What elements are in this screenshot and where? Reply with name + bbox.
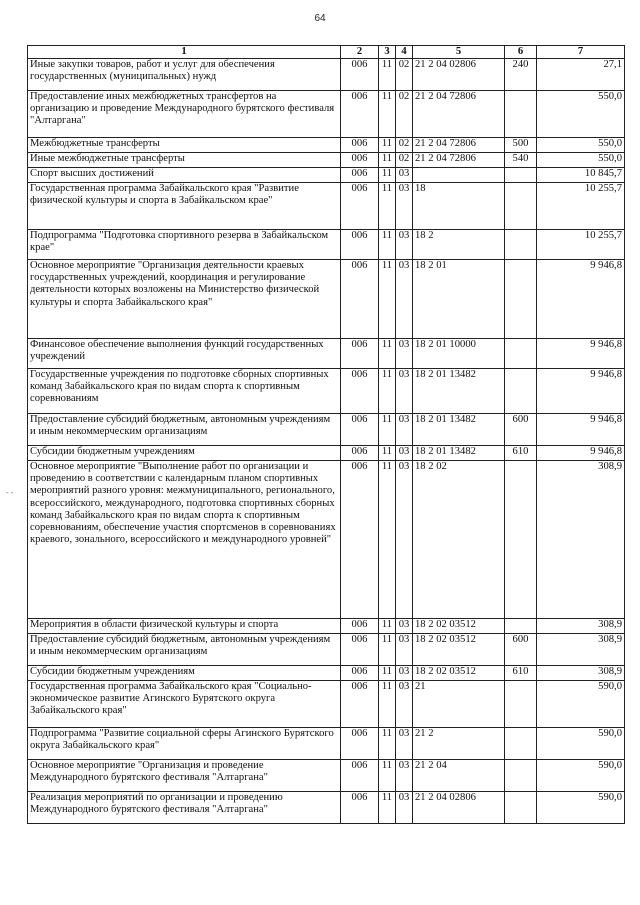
row-section: 11 bbox=[379, 619, 396, 634]
row-target-code: 18 2 01 13482 bbox=[413, 414, 505, 446]
row-ministry-code: 006 bbox=[341, 666, 379, 681]
row-subsection: 03 bbox=[396, 339, 413, 369]
table-row bbox=[28, 619, 625, 634]
row-amount: 9 946,8 bbox=[537, 446, 625, 461]
row-ministry-code: 006 bbox=[341, 792, 379, 824]
row-subsection: 03 bbox=[396, 792, 413, 824]
table-row bbox=[28, 183, 625, 230]
row-expense-type: 500 bbox=[505, 138, 537, 153]
row-name: Иные закупки товаров, работ и услуг для обеспечения государственных (муниципальных) нужд bbox=[28, 59, 341, 91]
row-subsection: 03 bbox=[396, 446, 413, 461]
row-ministry-code: 006 bbox=[341, 461, 379, 619]
row-subsection: 03 bbox=[396, 183, 413, 230]
row-amount: 550,0 bbox=[537, 91, 625, 138]
table-row bbox=[28, 138, 625, 153]
row-target-code: 18 bbox=[413, 183, 505, 230]
table-row bbox=[28, 91, 625, 138]
row-amount: 590,0 bbox=[537, 728, 625, 760]
row-amount: 10 845,7 bbox=[537, 168, 625, 183]
budget-table bbox=[27, 45, 625, 824]
row-amount: 308,9 bbox=[537, 634, 625, 666]
row-amount: 550,0 bbox=[537, 153, 625, 168]
row-amount: 550,0 bbox=[537, 138, 625, 153]
row-name: Реализация мероприятий по организации и проведению Международного бурятского фестиваля "Алтаргана" bbox=[28, 792, 341, 824]
row-amount: 9 946,8 bbox=[537, 414, 625, 446]
row-section: 11 bbox=[379, 339, 396, 369]
table-row bbox=[28, 414, 625, 446]
row-name: Спорт высших достижений bbox=[28, 168, 341, 183]
row-subsection: 03 bbox=[396, 666, 413, 681]
row-target-code: 21 2 04 02806 bbox=[413, 59, 505, 91]
row-expense-type bbox=[505, 619, 537, 634]
row-subsection: 03 bbox=[396, 168, 413, 183]
row-ministry-code: 006 bbox=[341, 260, 379, 339]
row-name: Государственные учреждения по подготовке сборных спортивных команд Забайкальского края по видам спорта к спортивным соревнованиям bbox=[28, 369, 341, 414]
row-amount: 10 255,7 bbox=[537, 183, 625, 230]
row-amount: 590,0 bbox=[537, 760, 625, 792]
row-ministry-code: 006 bbox=[341, 138, 379, 153]
row-section: 11 bbox=[379, 91, 396, 138]
table-row bbox=[28, 728, 625, 760]
row-subsection: 03 bbox=[396, 634, 413, 666]
row-section: 11 bbox=[379, 369, 396, 414]
row-ministry-code: 006 bbox=[341, 414, 379, 446]
row-name: Подпрограмма "Подготовка спортивного резерва в Забайкальском крае" bbox=[28, 230, 341, 260]
row-amount: 27,1 bbox=[537, 59, 625, 91]
row-name: Основное мероприятие "Организация и проведение Международного бурятского фестиваля "Алтаргана" bbox=[28, 760, 341, 792]
row-subsection: 03 bbox=[396, 461, 413, 619]
header-row bbox=[28, 46, 625, 59]
row-expense-type bbox=[505, 728, 537, 760]
row-subsection: 03 bbox=[396, 728, 413, 760]
row-name: Мероприятия в области физической культуры и спорта bbox=[28, 619, 341, 634]
table-row bbox=[28, 666, 625, 681]
row-section: 11 bbox=[379, 168, 396, 183]
row-section: 11 bbox=[379, 230, 396, 260]
row-amount: 308,9 bbox=[537, 666, 625, 681]
header-col-6: 6 bbox=[505, 46, 537, 59]
header-col-7: 7 bbox=[537, 46, 625, 59]
row-expense-type: 540 bbox=[505, 153, 537, 168]
table-row bbox=[28, 230, 625, 260]
header-col-2: 2 bbox=[341, 46, 379, 59]
row-ministry-code: 006 bbox=[341, 634, 379, 666]
row-subsection: 03 bbox=[396, 230, 413, 260]
row-section: 11 bbox=[379, 138, 396, 153]
table-row bbox=[28, 461, 625, 619]
row-subsection: 03 bbox=[396, 414, 413, 446]
row-target-code: 21 2 04 72806 bbox=[413, 153, 505, 168]
row-name: Государственная программа Забайкальского края "Социально-экономическое развитие Агинского Бурятского округа Забайкальского края" bbox=[28, 681, 341, 728]
row-target-code: 21 2 bbox=[413, 728, 505, 760]
row-expense-type bbox=[505, 461, 537, 619]
row-subsection: 02 bbox=[396, 138, 413, 153]
row-ministry-code: 006 bbox=[341, 728, 379, 760]
row-ministry-code: 006 bbox=[341, 760, 379, 792]
row-expense-type: 240 bbox=[505, 59, 537, 91]
row-target-code: 18 2 01 13482 bbox=[413, 369, 505, 414]
row-expense-type bbox=[505, 760, 537, 792]
row-target-code: 21 2 04 bbox=[413, 760, 505, 792]
row-target-code: 18 2 02 03512 bbox=[413, 666, 505, 681]
row-subsection: 03 bbox=[396, 681, 413, 728]
row-ministry-code: 006 bbox=[341, 230, 379, 260]
row-expense-type bbox=[505, 681, 537, 728]
row-name: Предоставление субсидий бюджетным, автономным учреждениям и иным некоммерческим организациям bbox=[28, 414, 341, 446]
row-expense-type bbox=[505, 260, 537, 339]
table-row bbox=[28, 681, 625, 728]
row-amount: 308,9 bbox=[537, 461, 625, 619]
row-section: 11 bbox=[379, 153, 396, 168]
row-target-code: 18 2 02 03512 bbox=[413, 619, 505, 634]
header-col-3: 3 bbox=[379, 46, 396, 59]
row-ministry-code: 006 bbox=[341, 168, 379, 183]
row-amount: 590,0 bbox=[537, 792, 625, 824]
row-section: 11 bbox=[379, 183, 396, 230]
row-ministry-code: 006 bbox=[341, 91, 379, 138]
row-amount: 9 946,8 bbox=[537, 369, 625, 414]
row-amount: 590,0 bbox=[537, 681, 625, 728]
row-expense-type bbox=[505, 369, 537, 414]
row-section: 11 bbox=[379, 760, 396, 792]
row-amount: 308,9 bbox=[537, 619, 625, 634]
row-name: Основное мероприятие "Выполнение работ по организации и проведению в соответствии с календарным планом спортивных мероприятий разного уровня: межмуниципального, регионального, всероссийского, международного, подготовка спортивных сборных команд Забайкальского края по видам спорта к спортивным соревнованиям, обеспечение участия спортсменов в соревнованиях краевого, зонального, всероссийского и международного уровней" bbox=[28, 461, 341, 619]
table-row bbox=[28, 339, 625, 369]
row-section: 11 bbox=[379, 792, 396, 824]
page-number: 64 bbox=[314, 13, 326, 24]
table-row bbox=[28, 634, 625, 666]
row-ministry-code: 006 bbox=[341, 446, 379, 461]
row-name: Подпрограмма "Развитие социальной сферы Агинского Бурятского округа Забайкальского края" bbox=[28, 728, 341, 760]
row-section: 11 bbox=[379, 681, 396, 728]
row-subsection: 03 bbox=[396, 369, 413, 414]
row-ministry-code: 006 bbox=[341, 339, 379, 369]
row-name: Предоставление иных межбюджетных трансфертов на организацию и проведение Международного бурятского фестиваля "Алтаргана" bbox=[28, 91, 341, 138]
table-row bbox=[28, 168, 625, 183]
table-row bbox=[28, 369, 625, 414]
row-subsection: 03 bbox=[396, 260, 413, 339]
row-ministry-code: 006 bbox=[341, 59, 379, 91]
row-subsection: 02 bbox=[396, 91, 413, 138]
row-expense-type: 610 bbox=[505, 666, 537, 681]
row-expense-type bbox=[505, 339, 537, 369]
row-subsection: 03 bbox=[396, 760, 413, 792]
row-target-code: 18 2 02 bbox=[413, 461, 505, 619]
row-ministry-code: 006 bbox=[341, 619, 379, 634]
row-name: Государственная программа Забайкальского края "Развитие физической культуры и спорта в Забайкальском крае" bbox=[28, 183, 341, 230]
row-section: 11 bbox=[379, 634, 396, 666]
row-section: 11 bbox=[379, 59, 396, 91]
row-ministry-code: 006 bbox=[341, 153, 379, 168]
row-name: Предоставление субсидий бюджетным, автономным учреждениям и иным некоммерческим организациям bbox=[28, 634, 341, 666]
row-ministry-code: 006 bbox=[341, 183, 379, 230]
row-target-code: 18 2 01 10000 bbox=[413, 339, 505, 369]
row-section: 11 bbox=[379, 260, 396, 339]
header-col-4: 4 bbox=[396, 46, 413, 59]
row-target-code: 18 2 bbox=[413, 230, 505, 260]
row-target-code: 21 bbox=[413, 681, 505, 728]
table-row bbox=[28, 760, 625, 792]
row-name: Межбюджетные трансферты bbox=[28, 138, 341, 153]
row-amount: 9 946,8 bbox=[537, 260, 625, 339]
table-row bbox=[28, 792, 625, 824]
row-target-code: 21 2 04 02806 bbox=[413, 792, 505, 824]
row-name: Субсидии бюджетным учреждениям bbox=[28, 666, 341, 681]
row-target-code: 21 2 04 72806 bbox=[413, 91, 505, 138]
row-subsection: 02 bbox=[396, 153, 413, 168]
table-row bbox=[28, 260, 625, 339]
row-target-code: 18 2 01 13482 bbox=[413, 446, 505, 461]
row-amount: 10 255,7 bbox=[537, 230, 625, 260]
row-section: 11 bbox=[379, 728, 396, 760]
row-expense-type bbox=[505, 168, 537, 183]
row-expense-type: 600 bbox=[505, 634, 537, 666]
row-name: Субсидии бюджетным учреждениям bbox=[28, 446, 341, 461]
row-target-code: 18 2 01 bbox=[413, 260, 505, 339]
table-row bbox=[28, 59, 625, 91]
row-name: Финансовое обеспечение выполнения функций государственных учреждений bbox=[28, 339, 341, 369]
row-name: Основное мероприятие "Организация деятельности краевых государственных учреждений, координация и регулирование деятельности которых возложены на Министерство физической культуры и спорта Забайкальского края" bbox=[28, 260, 341, 339]
row-section: 11 bbox=[379, 446, 396, 461]
row-expense-type bbox=[505, 183, 537, 230]
row-ministry-code: 006 bbox=[341, 681, 379, 728]
row-name: Иные межбюджетные трансферты bbox=[28, 153, 341, 168]
row-section: 11 bbox=[379, 461, 396, 619]
row-expense-type bbox=[505, 230, 537, 260]
row-subsection: 02 bbox=[396, 59, 413, 91]
row-expense-type: 600 bbox=[505, 414, 537, 446]
row-target-code: 21 2 04 72806 bbox=[413, 138, 505, 153]
row-subsection: 03 bbox=[396, 619, 413, 634]
row-section: 11 bbox=[379, 666, 396, 681]
row-target-code bbox=[413, 168, 505, 183]
row-target-code: 18 2 02 03512 bbox=[413, 634, 505, 666]
table-row bbox=[28, 446, 625, 461]
row-section: 11 bbox=[379, 414, 396, 446]
row-expense-type bbox=[505, 91, 537, 138]
margin-mark: - - bbox=[6, 488, 14, 497]
row-expense-type: 610 bbox=[505, 446, 537, 461]
row-ministry-code: 006 bbox=[341, 369, 379, 414]
row-expense-type bbox=[505, 792, 537, 824]
row-amount: 9 946,8 bbox=[537, 339, 625, 369]
header-col-1: 1 bbox=[28, 46, 341, 59]
table-row bbox=[28, 153, 625, 168]
header-col-5: 5 bbox=[413, 46, 505, 59]
